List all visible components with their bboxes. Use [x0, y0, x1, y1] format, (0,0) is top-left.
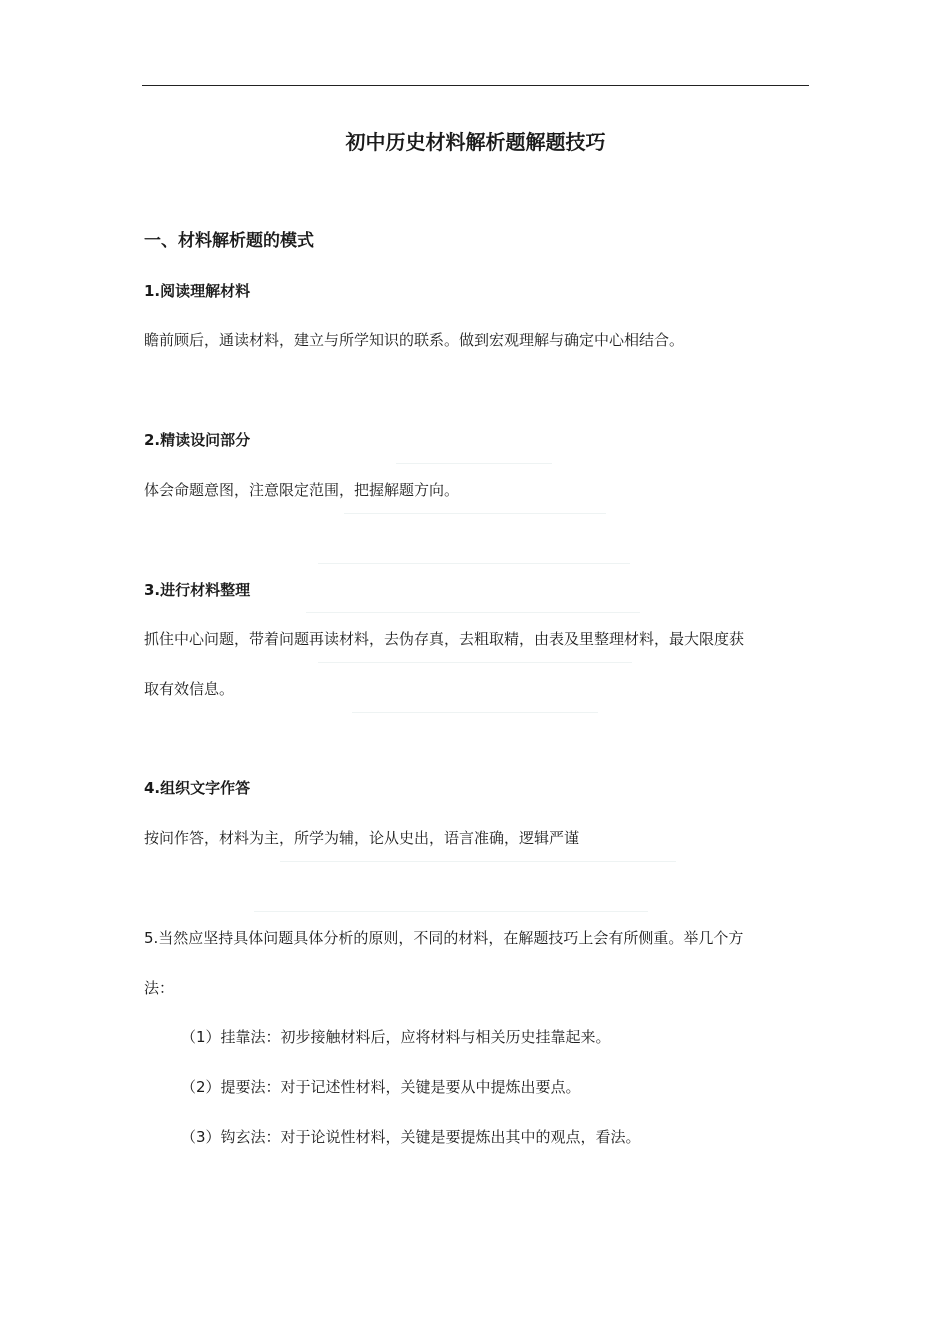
scan-artifact-line: [396, 463, 552, 464]
method-item: （3）钩玄法：对于论说性材料，关键是要提炼出其中的观点，看法。: [181, 1128, 641, 1146]
paragraph-organize-material-line1: 抓住中心问题，带着问题再读材料，去伪存真，去粗取精，由表及里整理材料，最大限度获: [144, 630, 745, 648]
scan-artifact-line: [352, 712, 598, 713]
paragraph-write-answer: 按问作答，材料为主，所学为辅，论从史出，语言准确，逻辑严谨: [144, 829, 580, 847]
paragraph-read-material: 瞻前顾后，通读材料，建立与所学知识的联系。做到宏观理解与确定中心相结合。: [144, 331, 685, 349]
paragraph-read-questions: 体会命题意图，注意限定范围，把握解题方向。: [144, 481, 460, 499]
document-title: 初中历史材料解析题解题技巧: [345, 130, 606, 154]
paragraph-point5-line2: 法：: [144, 979, 175, 997]
subheading-write-answer: 4.组织文字作答: [144, 779, 251, 797]
scan-artifact-line: [344, 513, 606, 514]
paragraph-organize-material-line2: 取有效信息。: [144, 680, 235, 698]
section-heading: 一、材料解析题的模式: [144, 231, 314, 251]
subheading-organize-material: 3.进行材料整理: [144, 581, 251, 599]
subheading-read-material: 1.阅读理解材料: [144, 282, 251, 300]
method-item: （2）提要法：对于记述性材料，关键是要从中提炼出要点。: [181, 1078, 581, 1096]
subheading-read-questions: 2.精读设问部分: [144, 431, 251, 449]
scan-artifact-line: [318, 662, 632, 663]
paragraph-point5-line1: 5.当然应坚持具体问题具体分析的原则，不同的材料，在解题技巧上会有所侧重。举几个方: [144, 929, 744, 947]
scan-artifact-line: [280, 861, 676, 862]
method-item: （1）挂靠法：初步接触材料后，应将材料与相关历史挂靠起来。: [181, 1028, 611, 1046]
scan-artifact-line: [254, 911, 648, 912]
scan-artifact-line: [318, 563, 630, 564]
header-rule: [142, 85, 809, 86]
scan-artifact-line: [306, 612, 640, 613]
